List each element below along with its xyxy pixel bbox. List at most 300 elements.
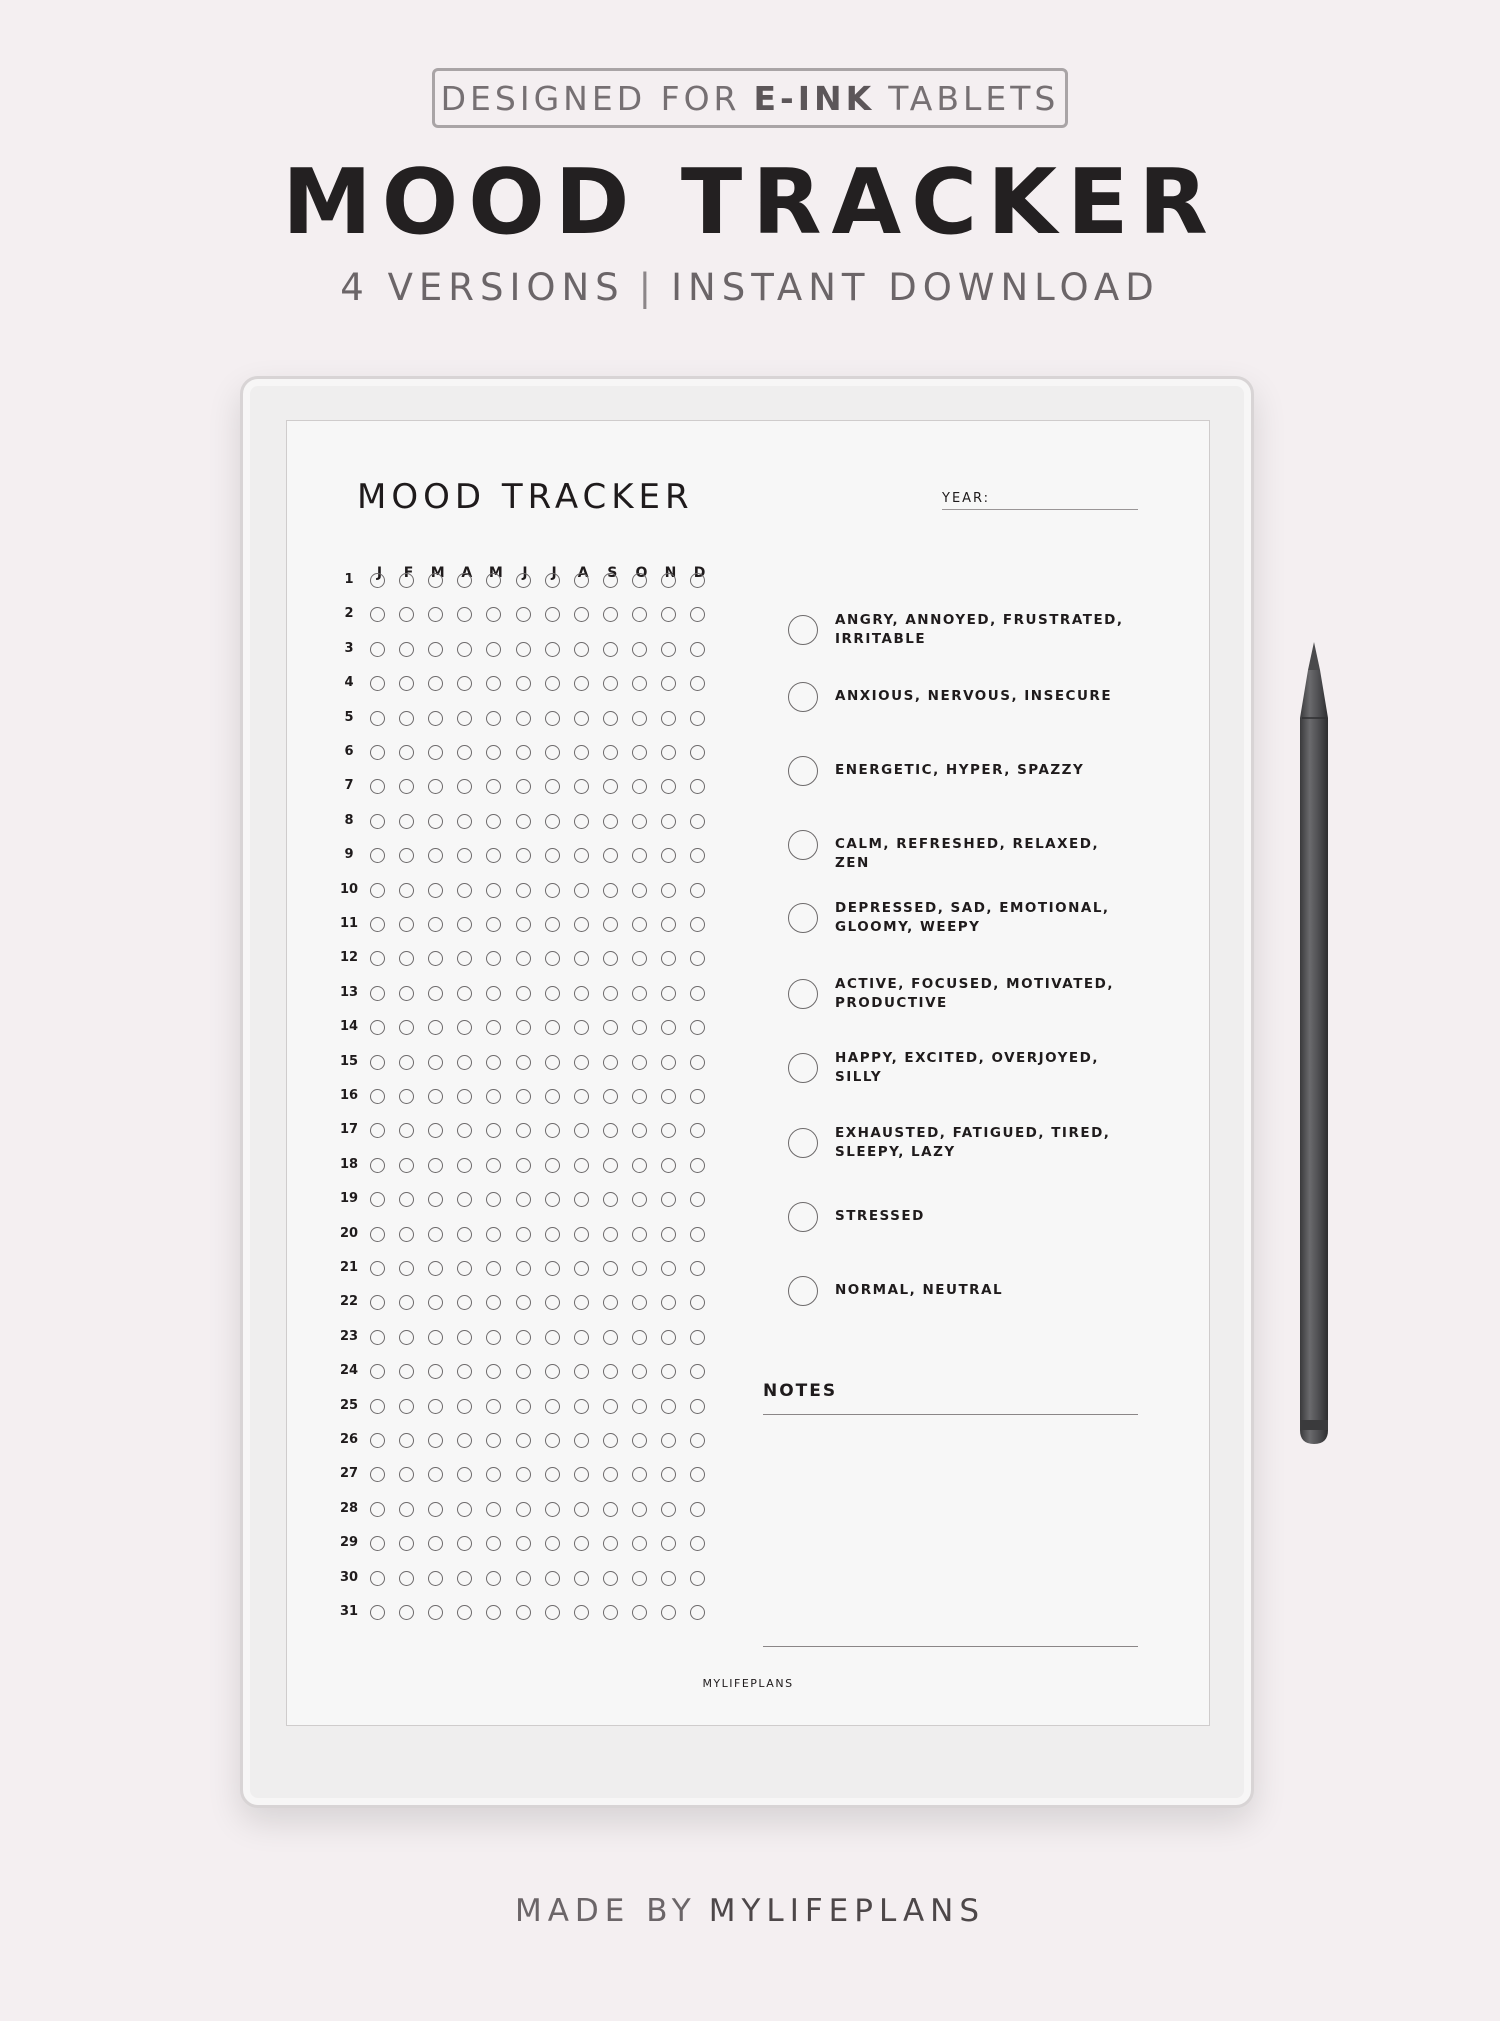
- mood-cell-circle[interactable]: [661, 1433, 676, 1448]
- mood-cell-circle[interactable]: [690, 883, 705, 898]
- mood-cell-circle[interactable]: [661, 1192, 676, 1207]
- mood-cell-circle[interactable]: [632, 745, 647, 760]
- mood-cell-circle[interactable]: [370, 1467, 385, 1482]
- mood-cell-circle[interactable]: [428, 1467, 443, 1482]
- mood-cell-circle[interactable]: [661, 1020, 676, 1035]
- mood-cell-circle[interactable]: [574, 1123, 589, 1138]
- mood-cell-circle[interactable]: [486, 1364, 501, 1379]
- mood-cell-circle[interactable]: [516, 1261, 531, 1276]
- mood-cell-circle[interactable]: [661, 607, 676, 622]
- mood-cell-circle[interactable]: [661, 1055, 676, 1070]
- mood-cell-circle[interactable]: [661, 711, 676, 726]
- mood-cell-circle[interactable]: [603, 1364, 618, 1379]
- mood-cell-circle[interactable]: [632, 814, 647, 829]
- mood-cell-circle[interactable]: [399, 1261, 414, 1276]
- mood-cell-circle[interactable]: [603, 1433, 618, 1448]
- mood-cell-circle[interactable]: [428, 1227, 443, 1242]
- mood-cell-circle[interactable]: [690, 951, 705, 966]
- mood-cell-circle[interactable]: [545, 986, 560, 1001]
- mood-cell-circle[interactable]: [661, 848, 676, 863]
- mood-cell-circle[interactable]: [428, 848, 443, 863]
- mood-cell-circle[interactable]: [428, 1089, 443, 1104]
- mood-cell-circle[interactable]: [574, 1364, 589, 1379]
- mood-cell-circle[interactable]: [370, 745, 385, 760]
- mood-cell-circle[interactable]: [370, 1020, 385, 1035]
- mood-cell-circle[interactable]: [545, 1020, 560, 1035]
- mood-cell-circle[interactable]: [603, 1261, 618, 1276]
- mood-cell-circle[interactable]: [428, 1536, 443, 1551]
- mood-cell-circle[interactable]: [486, 1158, 501, 1173]
- mood-cell-circle[interactable]: [486, 1295, 501, 1310]
- mood-cell-circle[interactable]: [690, 848, 705, 863]
- mood-cell-circle[interactable]: [574, 848, 589, 863]
- mood-cell-circle[interactable]: [516, 1055, 531, 1070]
- mood-cell-circle[interactable]: [370, 676, 385, 691]
- mood-cell-circle[interactable]: [457, 1089, 472, 1104]
- mood-cell-circle[interactable]: [428, 986, 443, 1001]
- mood-cell-circle[interactable]: [690, 1089, 705, 1104]
- mood-cell-circle[interactable]: [516, 1295, 531, 1310]
- mood-cell-circle[interactable]: [574, 917, 589, 932]
- mood-cell-circle[interactable]: [399, 1227, 414, 1242]
- mood-cell-circle[interactable]: [486, 1605, 501, 1620]
- mood-cell-circle[interactable]: [516, 1536, 531, 1551]
- mood-cell-circle[interactable]: [516, 1089, 531, 1104]
- mood-cell-circle[interactable]: [632, 1227, 647, 1242]
- mood-cell-circle[interactable]: [574, 1158, 589, 1173]
- mood-cell-circle[interactable]: [370, 1571, 385, 1586]
- mood-cell-circle[interactable]: [428, 573, 443, 588]
- mood-key-circle[interactable]: [788, 615, 818, 645]
- mood-cell-circle[interactable]: [632, 1192, 647, 1207]
- mood-cell-circle[interactable]: [603, 1295, 618, 1310]
- mood-cell-circle[interactable]: [603, 1502, 618, 1517]
- mood-cell-circle[interactable]: [370, 1089, 385, 1104]
- mood-cell-circle[interactable]: [428, 745, 443, 760]
- mood-cell-circle[interactable]: [661, 1295, 676, 1310]
- mood-cell-circle[interactable]: [370, 1123, 385, 1138]
- mood-cell-circle[interactable]: [457, 1192, 472, 1207]
- mood-cell-circle[interactable]: [690, 1295, 705, 1310]
- mood-cell-circle[interactable]: [399, 1330, 414, 1345]
- mood-cell-circle[interactable]: [428, 1605, 443, 1620]
- mood-cell-circle[interactable]: [428, 676, 443, 691]
- mood-cell-circle[interactable]: [603, 986, 618, 1001]
- mood-cell-circle[interactable]: [486, 1571, 501, 1586]
- mood-cell-circle[interactable]: [632, 1055, 647, 1070]
- mood-cell-circle[interactable]: [545, 676, 560, 691]
- mood-cell-circle[interactable]: [516, 814, 531, 829]
- mood-cell-circle[interactable]: [632, 573, 647, 588]
- mood-cell-circle[interactable]: [457, 1571, 472, 1586]
- mood-key-circle[interactable]: [788, 830, 818, 860]
- mood-cell-circle[interactable]: [603, 848, 618, 863]
- mood-cell-circle[interactable]: [486, 1433, 501, 1448]
- mood-cell-circle[interactable]: [545, 1227, 560, 1242]
- mood-cell-circle[interactable]: [690, 676, 705, 691]
- mood-cell-circle[interactable]: [457, 848, 472, 863]
- mood-cell-circle[interactable]: [486, 848, 501, 863]
- mood-cell-circle[interactable]: [545, 642, 560, 657]
- mood-cell-circle[interactable]: [545, 1295, 560, 1310]
- mood-key-circle[interactable]: [788, 1128, 818, 1158]
- mood-cell-circle[interactable]: [399, 607, 414, 622]
- mood-cell-circle[interactable]: [574, 814, 589, 829]
- mood-cell-circle[interactable]: [545, 1123, 560, 1138]
- mood-cell-circle[interactable]: [516, 1227, 531, 1242]
- mood-cell-circle[interactable]: [661, 883, 676, 898]
- mood-cell-circle[interactable]: [632, 917, 647, 932]
- mood-cell-circle[interactable]: [603, 642, 618, 657]
- mood-cell-circle[interactable]: [603, 779, 618, 794]
- mood-cell-circle[interactable]: [428, 1020, 443, 1035]
- mood-cell-circle[interactable]: [603, 1055, 618, 1070]
- mood-cell-circle[interactable]: [603, 1227, 618, 1242]
- mood-cell-circle[interactable]: [399, 986, 414, 1001]
- mood-cell-circle[interactable]: [603, 814, 618, 829]
- mood-cell-circle[interactable]: [399, 642, 414, 657]
- mood-cell-circle[interactable]: [603, 676, 618, 691]
- mood-cell-circle[interactable]: [457, 779, 472, 794]
- mood-cell-circle[interactable]: [574, 1502, 589, 1517]
- mood-cell-circle[interactable]: [516, 711, 531, 726]
- mood-cell-circle[interactable]: [486, 607, 501, 622]
- mood-cell-circle[interactable]: [370, 848, 385, 863]
- mood-cell-circle[interactable]: [574, 1433, 589, 1448]
- mood-cell-circle[interactable]: [428, 642, 443, 657]
- mood-cell-circle[interactable]: [399, 1605, 414, 1620]
- mood-key-circle[interactable]: [788, 903, 818, 933]
- mood-cell-circle[interactable]: [661, 1571, 676, 1586]
- mood-cell-circle[interactable]: [661, 1261, 676, 1276]
- mood-cell-circle[interactable]: [545, 1571, 560, 1586]
- mood-cell-circle[interactable]: [632, 1330, 647, 1345]
- mood-cell-circle[interactable]: [370, 1261, 385, 1276]
- mood-cell-circle[interactable]: [486, 1399, 501, 1414]
- mood-cell-circle[interactable]: [370, 1158, 385, 1173]
- mood-cell-circle[interactable]: [428, 1502, 443, 1517]
- mood-cell-circle[interactable]: [661, 779, 676, 794]
- mood-cell-circle[interactable]: [428, 1261, 443, 1276]
- mood-cell-circle[interactable]: [399, 1433, 414, 1448]
- mood-cell-circle[interactable]: [370, 986, 385, 1001]
- mood-cell-circle[interactable]: [428, 1192, 443, 1207]
- mood-cell-circle[interactable]: [486, 814, 501, 829]
- mood-cell-circle[interactable]: [545, 1502, 560, 1517]
- mood-cell-circle[interactable]: [428, 814, 443, 829]
- mood-cell-circle[interactable]: [574, 676, 589, 691]
- mood-cell-circle[interactable]: [661, 642, 676, 657]
- mood-cell-circle[interactable]: [428, 883, 443, 898]
- mood-cell-circle[interactable]: [457, 1399, 472, 1414]
- mood-cell-circle[interactable]: [545, 951, 560, 966]
- mood-cell-circle[interactable]: [486, 676, 501, 691]
- mood-cell-circle[interactable]: [574, 1089, 589, 1104]
- mood-cell-circle[interactable]: [399, 1364, 414, 1379]
- mood-cell-circle[interactable]: [545, 1399, 560, 1414]
- mood-cell-circle[interactable]: [516, 1192, 531, 1207]
- mood-cell-circle[interactable]: [690, 711, 705, 726]
- mood-cell-circle[interactable]: [457, 1364, 472, 1379]
- mood-cell-circle[interactable]: [516, 1433, 531, 1448]
- mood-cell-circle[interactable]: [516, 848, 531, 863]
- mood-cell-circle[interactable]: [457, 986, 472, 1001]
- mood-cell-circle[interactable]: [428, 1364, 443, 1379]
- mood-cell-circle[interactable]: [428, 1123, 443, 1138]
- mood-cell-circle[interactable]: [370, 573, 385, 588]
- mood-cell-circle[interactable]: [516, 1020, 531, 1035]
- mood-cell-circle[interactable]: [486, 779, 501, 794]
- mood-cell-circle[interactable]: [428, 1055, 443, 1070]
- mood-cell-circle[interactable]: [690, 1158, 705, 1173]
- mood-cell-circle[interactable]: [690, 1433, 705, 1448]
- mood-cell-circle[interactable]: [574, 1055, 589, 1070]
- mood-cell-circle[interactable]: [661, 814, 676, 829]
- mood-cell-circle[interactable]: [574, 1192, 589, 1207]
- mood-cell-circle[interactable]: [632, 951, 647, 966]
- mood-cell-circle[interactable]: [486, 1330, 501, 1345]
- mood-cell-circle[interactable]: [690, 573, 705, 588]
- mood-cell-circle[interactable]: [661, 951, 676, 966]
- mood-cell-circle[interactable]: [690, 1123, 705, 1138]
- mood-key-circle[interactable]: [788, 682, 818, 712]
- mood-cell-circle[interactable]: [603, 1123, 618, 1138]
- mood-cell-circle[interactable]: [457, 1536, 472, 1551]
- mood-cell-circle[interactable]: [690, 1227, 705, 1242]
- mood-key-circle[interactable]: [788, 1202, 818, 1232]
- mood-cell-circle[interactable]: [690, 779, 705, 794]
- mood-cell-circle[interactable]: [516, 1605, 531, 1620]
- mood-cell-circle[interactable]: [428, 607, 443, 622]
- mood-cell-circle[interactable]: [428, 711, 443, 726]
- mood-cell-circle[interactable]: [399, 1467, 414, 1482]
- mood-cell-circle[interactable]: [370, 1192, 385, 1207]
- mood-cell-circle[interactable]: [486, 1261, 501, 1276]
- mood-cell-circle[interactable]: [399, 1123, 414, 1138]
- mood-cell-circle[interactable]: [690, 1605, 705, 1620]
- mood-cell-circle[interactable]: [516, 642, 531, 657]
- mood-cell-circle[interactable]: [603, 1605, 618, 1620]
- mood-cell-circle[interactable]: [545, 779, 560, 794]
- mood-cell-circle[interactable]: [399, 1192, 414, 1207]
- mood-cell-circle[interactable]: [545, 1605, 560, 1620]
- mood-cell-circle[interactable]: [690, 1330, 705, 1345]
- mood-cell-circle[interactable]: [399, 883, 414, 898]
- mood-cell-circle[interactable]: [428, 779, 443, 794]
- mood-cell-circle[interactable]: [632, 676, 647, 691]
- mood-cell-circle[interactable]: [574, 1536, 589, 1551]
- mood-cell-circle[interactable]: [486, 745, 501, 760]
- mood-cell-circle[interactable]: [457, 1433, 472, 1448]
- mood-cell-circle[interactable]: [486, 1502, 501, 1517]
- mood-cell-circle[interactable]: [545, 848, 560, 863]
- mood-cell-circle[interactable]: [690, 1536, 705, 1551]
- mood-cell-circle[interactable]: [370, 779, 385, 794]
- mood-cell-circle[interactable]: [661, 1158, 676, 1173]
- mood-cell-circle[interactable]: [370, 1605, 385, 1620]
- mood-cell-circle[interactable]: [486, 1227, 501, 1242]
- mood-cell-circle[interactable]: [632, 1123, 647, 1138]
- mood-cell-circle[interactable]: [690, 1055, 705, 1070]
- mood-cell-circle[interactable]: [690, 1467, 705, 1482]
- mood-cell-circle[interactable]: [632, 642, 647, 657]
- mood-cell-circle[interactable]: [399, 676, 414, 691]
- mood-cell-circle[interactable]: [457, 711, 472, 726]
- mood-cell-circle[interactable]: [661, 1536, 676, 1551]
- mood-cell-circle[interactable]: [516, 607, 531, 622]
- mood-cell-circle[interactable]: [370, 814, 385, 829]
- mood-cell-circle[interactable]: [574, 883, 589, 898]
- mood-cell-circle[interactable]: [545, 1055, 560, 1070]
- mood-cell-circle[interactable]: [516, 951, 531, 966]
- mood-cell-circle[interactable]: [545, 1158, 560, 1173]
- mood-cell-circle[interactable]: [457, 1020, 472, 1035]
- mood-cell-circle[interactable]: [370, 1227, 385, 1242]
- mood-cell-circle[interactable]: [399, 1089, 414, 1104]
- mood-cell-circle[interactable]: [486, 1089, 501, 1104]
- mood-cell-circle[interactable]: [399, 1295, 414, 1310]
- mood-cell-circle[interactable]: [603, 1571, 618, 1586]
- mood-cell-circle[interactable]: [399, 1399, 414, 1414]
- mood-cell-circle[interactable]: [545, 745, 560, 760]
- mood-cell-circle[interactable]: [661, 676, 676, 691]
- mood-cell-circle[interactable]: [574, 1330, 589, 1345]
- mood-cell-circle[interactable]: [399, 848, 414, 863]
- mood-cell-circle[interactable]: [428, 1158, 443, 1173]
- mood-cell-circle[interactable]: [632, 1364, 647, 1379]
- mood-cell-circle[interactable]: [632, 1399, 647, 1414]
- mood-cell-circle[interactable]: [370, 883, 385, 898]
- mood-cell-circle[interactable]: [603, 1192, 618, 1207]
- mood-cell-circle[interactable]: [457, 951, 472, 966]
- mood-cell-circle[interactable]: [603, 1020, 618, 1035]
- mood-cell-circle[interactable]: [574, 1261, 589, 1276]
- mood-cell-circle[interactable]: [661, 986, 676, 1001]
- mood-cell-circle[interactable]: [399, 573, 414, 588]
- mood-cell-circle[interactable]: [661, 917, 676, 932]
- mood-cell-circle[interactable]: [690, 1261, 705, 1276]
- mood-cell-circle[interactable]: [516, 779, 531, 794]
- mood-cell-circle[interactable]: [574, 607, 589, 622]
- mood-cell-circle[interactable]: [457, 814, 472, 829]
- mood-cell-circle[interactable]: [428, 1571, 443, 1586]
- mood-cell-circle[interactable]: [632, 1089, 647, 1104]
- mood-cell-circle[interactable]: [516, 986, 531, 1001]
- mood-cell-circle[interactable]: [632, 1571, 647, 1586]
- mood-cell-circle[interactable]: [661, 745, 676, 760]
- mood-cell-circle[interactable]: [632, 1605, 647, 1620]
- mood-cell-circle[interactable]: [545, 1261, 560, 1276]
- mood-cell-circle[interactable]: [457, 1330, 472, 1345]
- mood-cell-circle[interactable]: [486, 1467, 501, 1482]
- mood-cell-circle[interactable]: [574, 1399, 589, 1414]
- mood-cell-circle[interactable]: [370, 711, 385, 726]
- mood-cell-circle[interactable]: [486, 951, 501, 966]
- mood-cell-circle[interactable]: [486, 1123, 501, 1138]
- mood-cell-circle[interactable]: [574, 1571, 589, 1586]
- mood-cell-circle[interactable]: [516, 1399, 531, 1414]
- mood-cell-circle[interactable]: [690, 1192, 705, 1207]
- mood-cell-circle[interactable]: [457, 1123, 472, 1138]
- mood-cell-circle[interactable]: [574, 745, 589, 760]
- mood-cell-circle[interactable]: [399, 917, 414, 932]
- mood-cell-circle[interactable]: [603, 607, 618, 622]
- mood-cell-circle[interactable]: [603, 573, 618, 588]
- mood-cell-circle[interactable]: [545, 573, 560, 588]
- mood-cell-circle[interactable]: [603, 1330, 618, 1345]
- mood-cell-circle[interactable]: [545, 1192, 560, 1207]
- mood-cell-circle[interactable]: [603, 1536, 618, 1551]
- mood-cell-circle[interactable]: [428, 1433, 443, 1448]
- mood-cell-circle[interactable]: [370, 642, 385, 657]
- mood-cell-circle[interactable]: [690, 1364, 705, 1379]
- mood-cell-circle[interactable]: [457, 1605, 472, 1620]
- mood-cell-circle[interactable]: [516, 1330, 531, 1345]
- mood-cell-circle[interactable]: [545, 1364, 560, 1379]
- mood-cell-circle[interactable]: [370, 917, 385, 932]
- mood-cell-circle[interactable]: [370, 1295, 385, 1310]
- mood-cell-circle[interactable]: [370, 1536, 385, 1551]
- mood-cell-circle[interactable]: [457, 1502, 472, 1517]
- mood-cell-circle[interactable]: [574, 711, 589, 726]
- mood-cell-circle[interactable]: [457, 745, 472, 760]
- mood-cell-circle[interactable]: [603, 1158, 618, 1173]
- mood-cell-circle[interactable]: [574, 779, 589, 794]
- mood-cell-circle[interactable]: [545, 711, 560, 726]
- mood-cell-circle[interactable]: [399, 711, 414, 726]
- mood-cell-circle[interactable]: [690, 1020, 705, 1035]
- mood-cell-circle[interactable]: [603, 745, 618, 760]
- mood-cell-circle[interactable]: [603, 951, 618, 966]
- mood-cell-circle[interactable]: [690, 745, 705, 760]
- mood-cell-circle[interactable]: [574, 1020, 589, 1035]
- mood-key-circle[interactable]: [788, 756, 818, 786]
- mood-cell-circle[interactable]: [457, 676, 472, 691]
- mood-cell-circle[interactable]: [690, 814, 705, 829]
- mood-cell-circle[interactable]: [516, 573, 531, 588]
- mood-cell-circle[interactable]: [516, 1571, 531, 1586]
- mood-cell-circle[interactable]: [545, 883, 560, 898]
- mood-cell-circle[interactable]: [457, 607, 472, 622]
- mood-cell-circle[interactable]: [370, 1399, 385, 1414]
- mood-cell-circle[interactable]: [545, 607, 560, 622]
- mood-cell-circle[interactable]: [399, 951, 414, 966]
- mood-cell-circle[interactable]: [486, 1192, 501, 1207]
- mood-cell-circle[interactable]: [457, 883, 472, 898]
- mood-cell-circle[interactable]: [632, 986, 647, 1001]
- mood-cell-circle[interactable]: [516, 917, 531, 932]
- mood-cell-circle[interactable]: [545, 1089, 560, 1104]
- mood-cell-circle[interactable]: [545, 1433, 560, 1448]
- mood-cell-circle[interactable]: [457, 917, 472, 932]
- mood-cell-circle[interactable]: [545, 1467, 560, 1482]
- mood-cell-circle[interactable]: [690, 1571, 705, 1586]
- mood-cell-circle[interactable]: [690, 917, 705, 932]
- mood-cell-circle[interactable]: [370, 607, 385, 622]
- mood-cell-circle[interactable]: [632, 1467, 647, 1482]
- mood-cell-circle[interactable]: [690, 986, 705, 1001]
- mood-cell-circle[interactable]: [486, 986, 501, 1001]
- mood-cell-circle[interactable]: [399, 745, 414, 760]
- mood-cell-circle[interactable]: [574, 1467, 589, 1482]
- mood-cell-circle[interactable]: [516, 745, 531, 760]
- mood-cell-circle[interactable]: [603, 1089, 618, 1104]
- mood-cell-circle[interactable]: [574, 1605, 589, 1620]
- mood-cell-circle[interactable]: [661, 1467, 676, 1482]
- mood-cell-circle[interactable]: [428, 1399, 443, 1414]
- mood-cell-circle[interactable]: [574, 642, 589, 657]
- mood-cell-circle[interactable]: [661, 1123, 676, 1138]
